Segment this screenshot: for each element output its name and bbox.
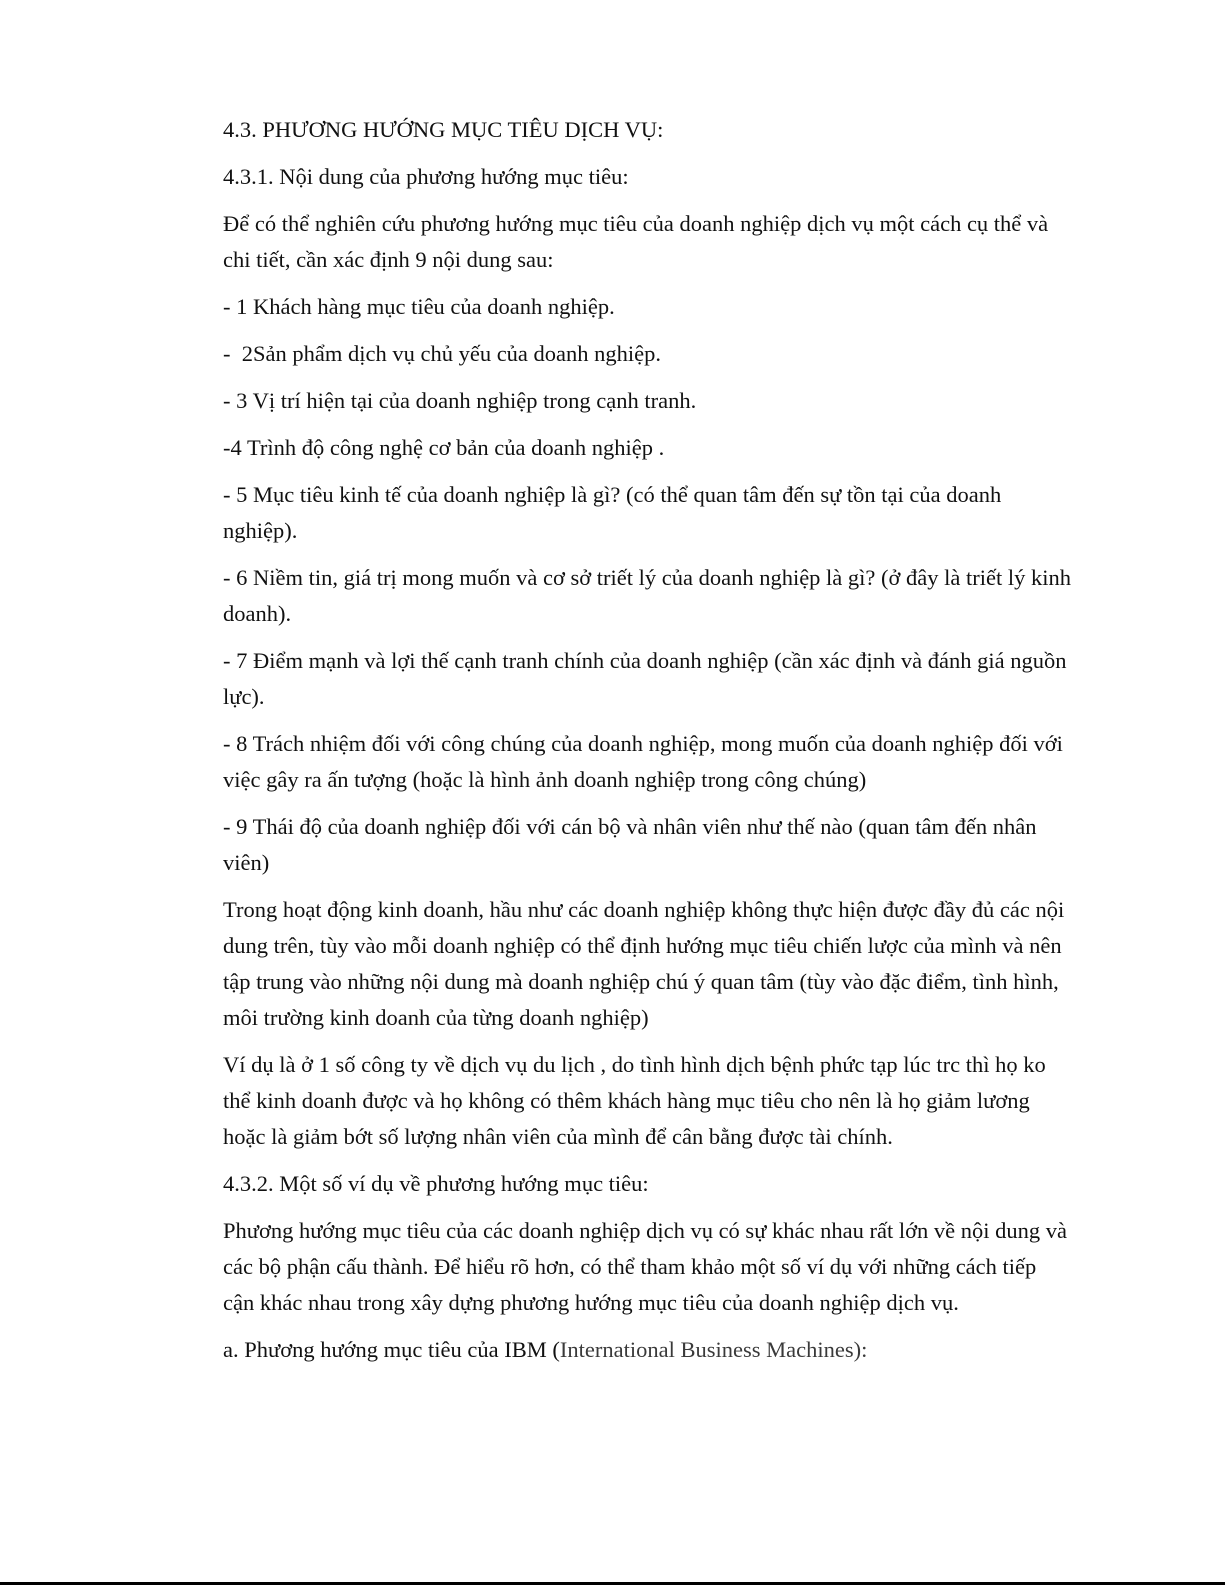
subsection-heading-examples: 4.3.2. Một số ví dụ về phương hướng mục tiêu: [223, 1171, 649, 1196]
list-item: - 1 Khách hàng mục tiêu của doanh nghiệp. [223, 294, 615, 319]
ibm-heading-prefix: a. Phương hướng mục tiêu của IBM ( [223, 1337, 560, 1362]
ibm-heading [223, 1332, 1073, 1368]
example-paragraph: Ví dụ là ở 1 số công ty về dịch vụ du lịch , do tình hình dịch bệnh phức tạp lúc trc thì họ ko thể kinh doanh được và họ không có thêm khách hàng mục tiêu cho nên là họ giảm lương hoặc là giảm bớt số lượng nhân viên của mình để cân bằng được tài chính. [223, 1052, 1052, 1149]
list-item: - 6 Niềm tin, giá trị mong muốn và cơ sở triết lý của doanh nghiệp là gì? (ở đây là triết lý kinh doanh). [223, 565, 1077, 626]
list-item: - 3 Vị trí hiện tại của doanh nghiệp trong cạnh tranh. [223, 388, 697, 413]
ibm-heading-suffix: ): [853, 1337, 868, 1362]
list-item: -4 Trình độ công nghệ cơ bản của doanh nghiệp . [223, 435, 665, 460]
activity-paragraph: Trong hoạt động kinh doanh, hầu như các doanh nghiệp không thực hiện được đầy đủ các nội dung trên, tùy vào mỗi doanh nghiệp có thể định hướng mục tiêu chiến lược của mình và nên tập trung vào những nội dung mà doanh nghiệp chú ý quan tâm (tùy vào đặc điểm, tình hình, môi trường kinh doanh của từng doanh nghiệp) [223, 897, 1070, 1030]
list-item: - 9 Thái độ của doanh nghiệp đối với cán bộ và nhân viên như thế nào (quan tâm đến nhân viên) [223, 814, 1043, 875]
subsection-heading-content: 4.3.1. Nội dung của phương hướng mục tiêu: [223, 164, 629, 189]
document-page [223, 112, 1077, 1379]
list-item: - 8 Trách nhiệm đối với công chúng của doanh nghiệp, mong muốn của doanh nghiệp đối với việc gây ra ấn tượng (hoặc là hình ảnh doanh nghiệp trong công chúng) [223, 731, 1069, 792]
list-item: - 7 Điểm mạnh và lợi thế cạnh tranh chính của doanh nghiệp (cần xác định và đánh giá nguồn lực). [223, 648, 1073, 709]
section-heading: 4.3. PHƯƠNG HƯỚNG MỤC TIÊU DỊCH VỤ: [223, 117, 664, 142]
list-item: - 2Sản phẩm dịch vụ chủ yếu của doanh nghiệp. [223, 341, 662, 366]
ibm-company-name: International Business Machines [559, 1337, 854, 1362]
list-item: - 5 Mục tiêu kinh tế của doanh nghiệp là gì? (có thể quan tâm đến sự tồn tại của doanh nghiệp). [223, 482, 1007, 543]
directions-paragraph: Phương hướng mục tiêu của các doanh nghiệp dịch vụ có sự khác nhau rất lớn về nội dung và các bộ phận cấu thành. Để hiểu rõ hơn, có thể tham khảo một số ví dụ với những cách tiếp cận khác nhau trong xây dựng phương hướng mục tiêu của doanh nghiệp dịch vụ. [223, 1218, 1073, 1315]
intro-paragraph: Để có thể nghiên cứu phương hướng mục tiêu của doanh nghiệp dịch vụ một cách cụ thể và chi tiết, cần xác định 9 nội dung sau: [223, 211, 1054, 272]
